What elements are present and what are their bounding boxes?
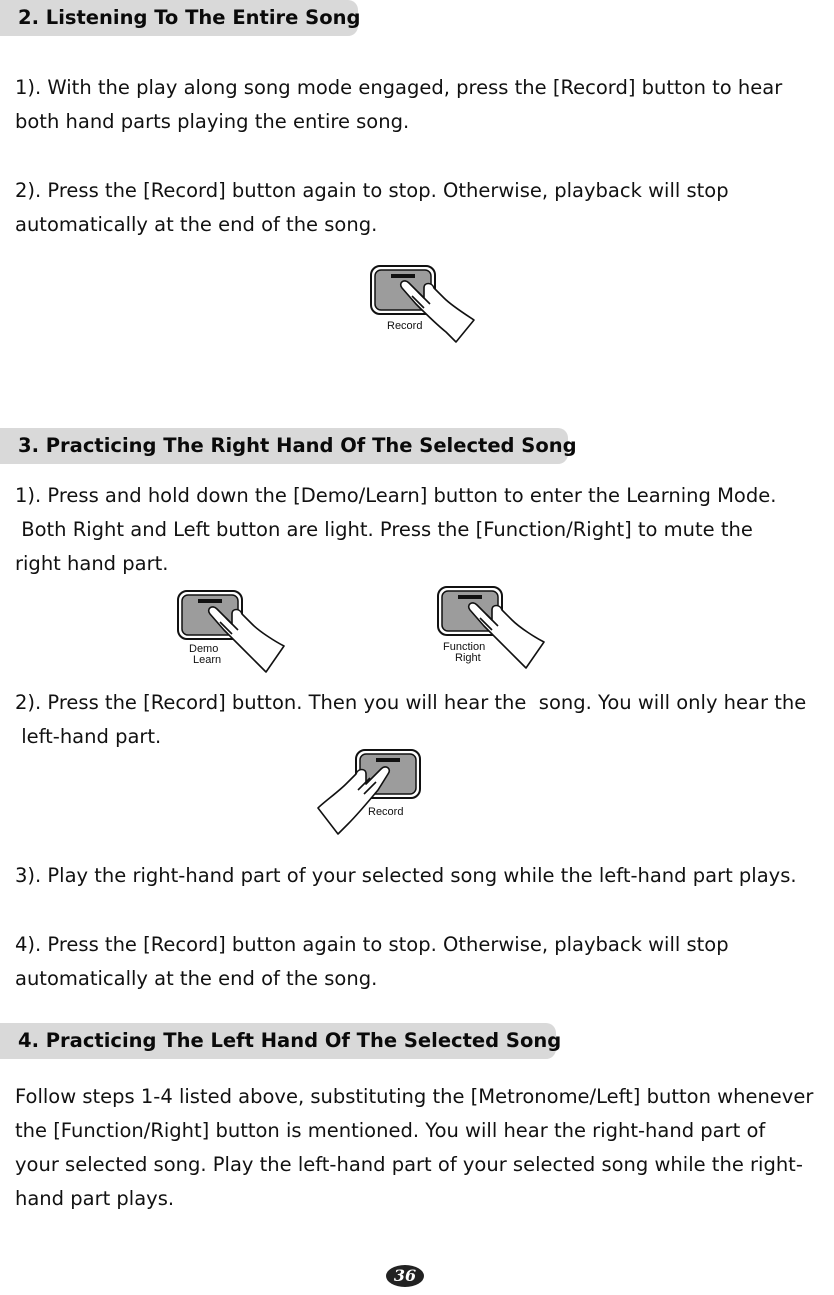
section-2-step-2: 2). Press the [Record] button again to stop. Otherwise, playback will stop automatically at the end of the song. <box>15 179 729 236</box>
section-2-heading: 2. Listening To The Entire Song <box>0 0 358 36</box>
record-button-illustration-1 <box>366 262 476 344</box>
learn-label: Learn <box>193 654 222 666</box>
demo-learn-button-illustration <box>174 586 288 676</box>
page-number-badge: 36 <box>386 1265 424 1287</box>
record-button-label: Record <box>387 320 423 332</box>
function-label: Function <box>443 641 486 653</box>
section-3-step-3: 3). Play the right-hand part of your selected song while the left-hand part plays. <box>15 864 797 887</box>
right-label: Right <box>455 652 481 664</box>
section-4-body: Follow steps 1-4 listed above, substituting the [Metronome/Left] button whenever the [Function/Right] button is mentioned. You will hear the right-hand part of your selected song. Play the left-hand part of your selected song while the right- hand part plays. <box>15 1085 814 1210</box>
section-3-step-4: 4). Press the [Record] button again to stop. Otherwise, playback will stop automatically at the end of the song. <box>15 933 729 990</box>
section-3-step-2: 2). Press the [Record] button. Then you will hear the song. You will only hear the left-hand part. <box>15 691 807 748</box>
section-4-heading: 4. Practicing The Left Hand Of The Selected Song <box>0 1023 556 1059</box>
record-button-label: Record <box>368 806 404 818</box>
function-right-button-illustration <box>434 582 548 672</box>
section-3-heading: 3. Practicing The Right Hand Of The Selected Song <box>0 428 568 464</box>
pressing-hand-icon <box>318 767 389 834</box>
section-3-step-1: 1). Press and hold down the [Demo/Learn] button to enter the Learning Mode. Both Right and Left button are light. Press the [Function/Right] to mute the right hand part. <box>15 484 777 575</box>
record-button-illustration-2 <box>316 746 426 836</box>
section-2-step-1: 1). With the play along song mode engaged, press the [Record] button to hear both hand parts playing the entire song. <box>15 76 783 133</box>
demo-label: Demo <box>189 643 219 655</box>
